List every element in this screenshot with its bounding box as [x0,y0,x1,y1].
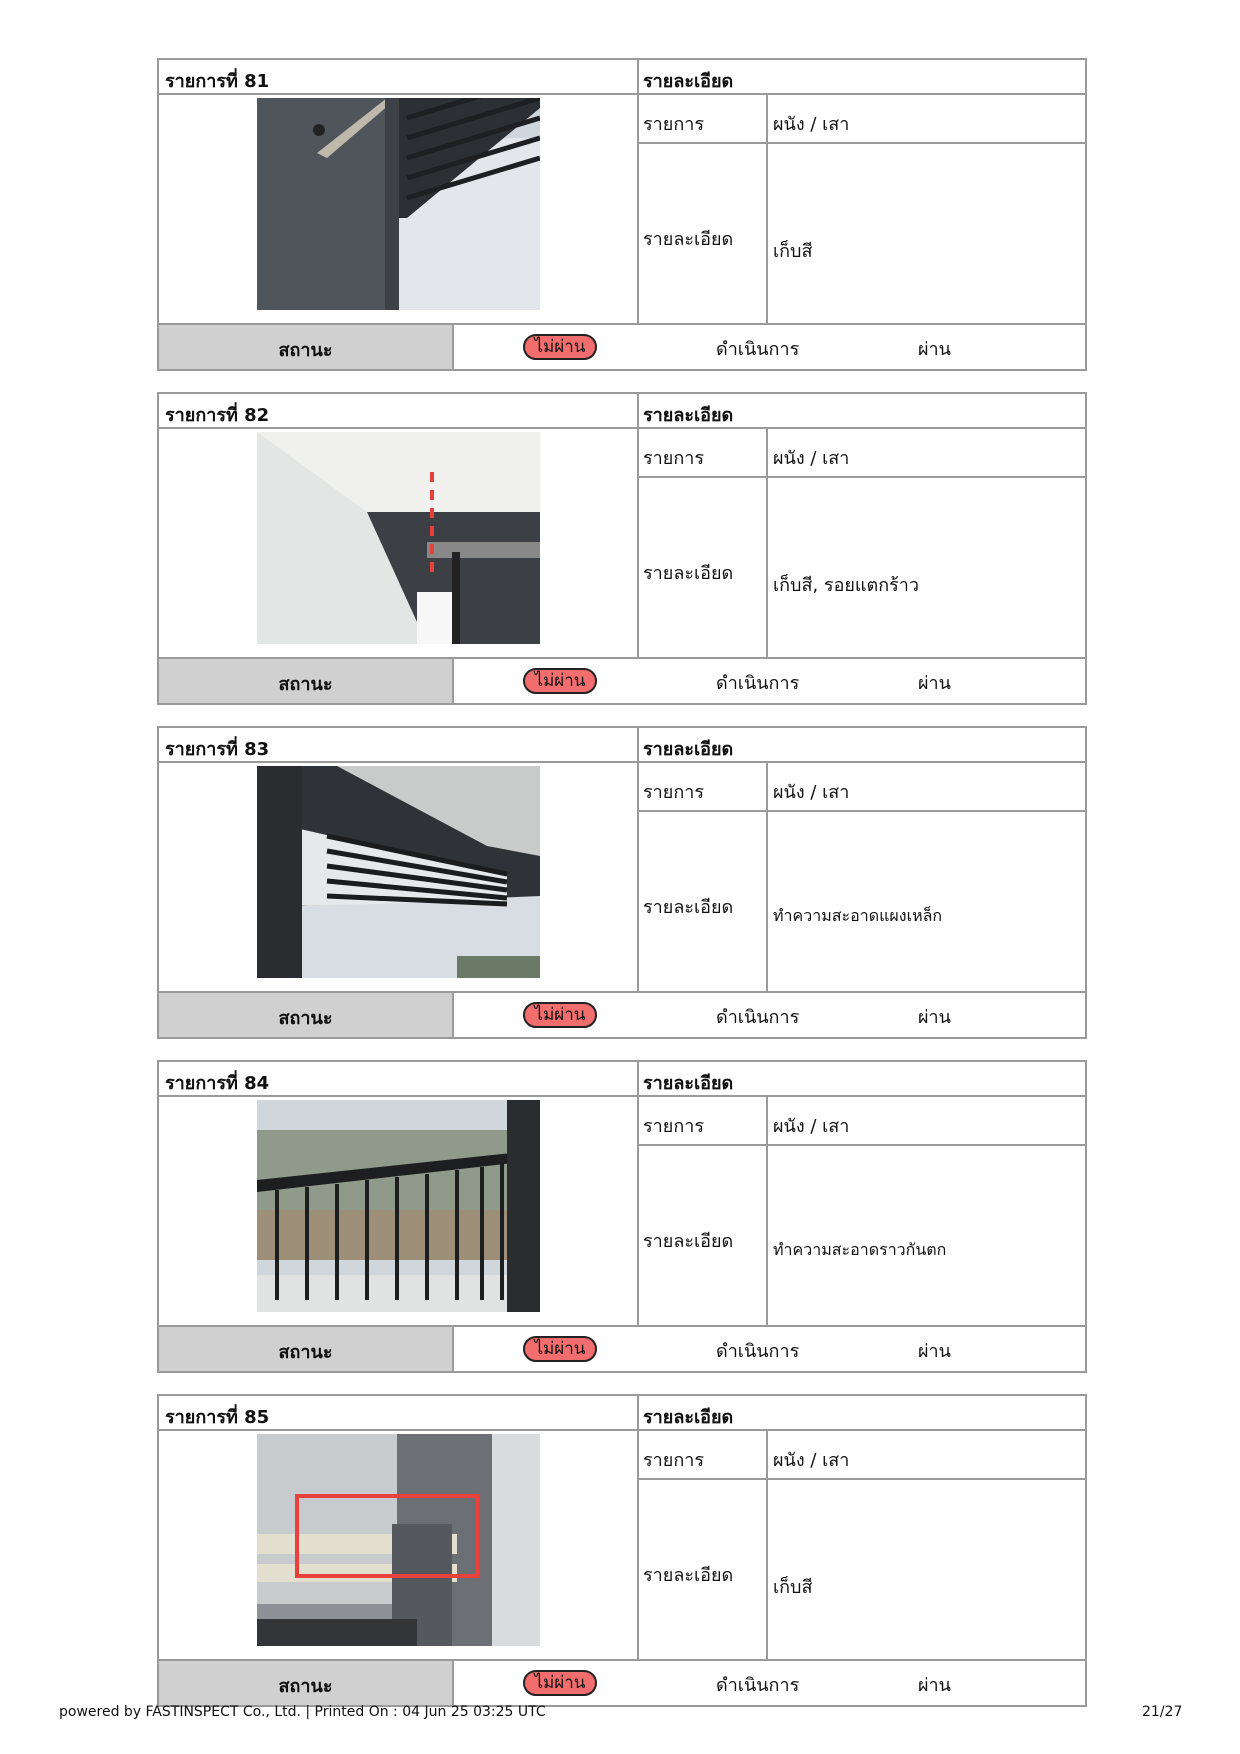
inspection-card-81 [157,58,1087,371]
item-value: ผนัง / เสา [773,782,850,803]
item-label: รายการ [643,114,704,135]
inspection-photo[interactable] [257,1434,540,1646]
status-label: สถานะ [278,674,333,695]
detail-value: ทำความสะอาดราวกันตก [773,1240,947,1259]
status-pass[interactable]: ผ่าน [918,1341,951,1362]
status-label-cell [159,1661,452,1705]
status-in-progress[interactable]: ดำเนินการ [716,339,800,360]
status-label-cell [159,659,452,703]
status-pass[interactable]: ผ่าน [918,1007,951,1028]
status-pass[interactable]: ผ่าน [918,1675,951,1696]
status-fail-badge[interactable]: ไม่ผ่าน [523,1336,597,1362]
item-label: รายการ [643,782,704,803]
detail-value: เก็บสี, รอยแตกร้าว [773,575,920,596]
status-label-cell [159,1327,452,1371]
status-fail-badge[interactable]: ไม่ผ่าน [523,668,597,694]
status-in-progress[interactable]: ดำเนินการ [716,1341,800,1362]
detail-header: รายละเอียด [643,1073,734,1094]
status-fail-badge[interactable]: ไม่ผ่าน [523,1670,597,1696]
detail-header: รายละเอียด [643,405,734,426]
inspection-card-85 [157,1394,1087,1707]
footer-credit: powered by FASTINSPECT Co., Ltd. | Printed On : 04 Jun 25 03:25 UTC [59,1704,546,1720]
inspection-photo[interactable] [257,1100,540,1312]
detail-value: ทำความสะอาดแผงเหล็ก [773,906,943,925]
detail-header: รายละเอียด [643,739,734,760]
inspection-photo[interactable] [257,98,540,310]
item-title: รายการที่ 85 [165,1407,270,1428]
item-label: รายการ [643,1116,704,1137]
inspection-card-83 [157,726,1087,1039]
detail-label: รายละเอียด [643,229,734,250]
detail-label: รายละเอียด [643,1231,734,1252]
status-pass[interactable]: ผ่าน [918,339,951,360]
status-label: สถานะ [278,1008,333,1029]
item-label: รายการ [643,448,704,469]
detail-label: รายละเอียด [643,1565,734,1586]
item-title: รายการที่ 81 [165,71,270,92]
status-label-cell [159,993,452,1037]
status-pass[interactable]: ผ่าน [918,673,951,694]
detail-label: รายละเอียด [643,563,734,584]
status-label-cell [159,325,452,369]
status-in-progress[interactable]: ดำเนินการ [716,1007,800,1028]
inspection-photo[interactable] [257,432,540,644]
status-in-progress[interactable]: ดำเนินการ [716,673,800,694]
detail-value: เก็บสี [773,1577,813,1598]
detail-value: เก็บสี [773,241,813,262]
inspection-card-82 [157,392,1087,705]
item-title: รายการที่ 84 [165,1073,270,1094]
item-value: ผนัง / เสา [773,448,850,469]
item-value: ผนัง / เสา [773,1116,850,1137]
status-label: สถานะ [278,1676,333,1697]
status-label: สถานะ [278,1342,333,1363]
status-label: สถานะ [278,340,333,361]
status-in-progress[interactable]: ดำเนินการ [716,1675,800,1696]
detail-header: รายละเอียด [643,71,734,92]
status-fail-badge[interactable]: ไม่ผ่าน [523,1002,597,1028]
detail-label: รายละเอียด [643,897,734,918]
page-number: 21/27 [1142,1704,1183,1720]
item-title: รายการที่ 82 [165,405,270,426]
item-value: ผนัง / เสา [773,114,850,135]
item-title: รายการที่ 83 [165,739,270,760]
detail-header: รายละเอียด [643,1407,734,1428]
inspection-photo[interactable] [257,766,540,978]
item-label: รายการ [643,1450,704,1471]
item-value: ผนัง / เสา [773,1450,850,1471]
inspection-card-84 [157,1060,1087,1373]
status-fail-badge[interactable]: ไม่ผ่าน [523,334,597,360]
